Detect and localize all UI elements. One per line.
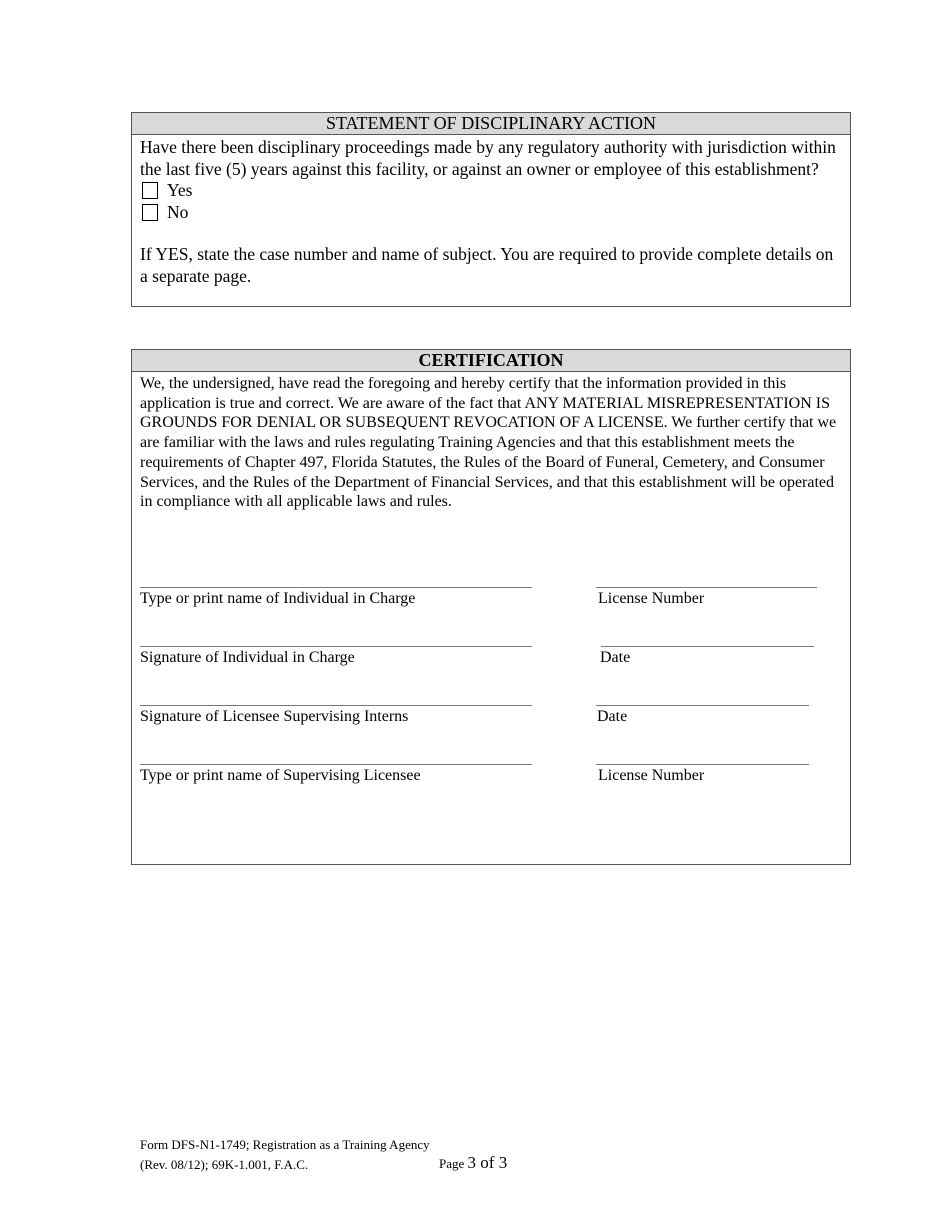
individual-signature-label: Signature of Individual in Charge <box>140 649 355 666</box>
date-label-1: Date <box>600 649 631 666</box>
footer-form-line: Form DFS-N1-1749; Registration as a Training Agency <box>140 1137 430 1152</box>
no-label: No <box>167 201 189 222</box>
disciplinary-title: STATEMENT OF DISCIPLINARY ACTION <box>132 113 850 135</box>
license-number-line-1[interactable] <box>596 587 817 588</box>
license-number-line-2[interactable] <box>596 764 809 765</box>
date-label-2: Date <box>597 708 628 725</box>
date-line-2[interactable] <box>596 705 809 706</box>
licensee-signature-label: Signature of Licensee Supervising Interns <box>140 708 409 725</box>
supervising-licensee-name-line[interactable] <box>140 764 532 765</box>
page-count: 3 of 3 <box>467 1153 508 1172</box>
page-prefix: Page <box>439 1156 465 1171</box>
licensee-signature-line[interactable] <box>140 705 532 706</box>
certification-text: We, the undersigned, have read the foregoing and hereby certify that the information provided in this application is true and correct. We are aware of the fact that ANY MATERIAL MISREPRESENTATION IS GROUNDS FOR DENIAL OR SUBSEQUENT REVOCATION OF A LICENSE. We further certify that we are familiar with the laws and rules regulating Training Agencies and that this establishment meets the requirements of Chapter 497, Florida Statutes, the Rules of the Board of Funeral, Cemetery, and Consumer Services, and the Rules of the Department of Financial Services, and that this establishment will be operated in compliance with all applicable laws and rules. <box>140 375 837 511</box>
disciplinary-section <box>131 112 851 307</box>
no-checkbox[interactable] <box>142 204 158 221</box>
supervising-licensee-name-label: Type or print name of Supervising Licensee <box>140 767 421 784</box>
license-number-label-1: License Number <box>598 590 705 607</box>
yes-checkbox[interactable] <box>142 182 158 199</box>
footer-revision-line: (Rev. 08/12); 69K-1.001, F.A.C. <box>140 1157 309 1172</box>
disciplinary-instructions: If YES, state the case number and name of subject. You are required to provide complete details on a separate page. <box>140 244 834 286</box>
date-line-1[interactable] <box>601 646 814 647</box>
yes-label: Yes <box>167 180 193 200</box>
certification-title: CERTIFICATION <box>132 350 850 372</box>
individual-name-line[interactable] <box>140 587 532 588</box>
individual-signature-line[interactable] <box>140 646 532 647</box>
option-yes[interactable] <box>140 180 842 202</box>
option-no[interactable] <box>140 202 842 224</box>
license-number-label-2: License Number <box>598 767 705 784</box>
page-number <box>439 1153 507 1173</box>
disciplinary-question: Have there been disciplinary proceedings made by any regulatory authority with jurisdiction within the last five (5) years against this facility, or against an owner or employee of this establishment? <box>140 137 836 179</box>
individual-name-label: Type or print name of Individual in Charge <box>140 590 416 607</box>
